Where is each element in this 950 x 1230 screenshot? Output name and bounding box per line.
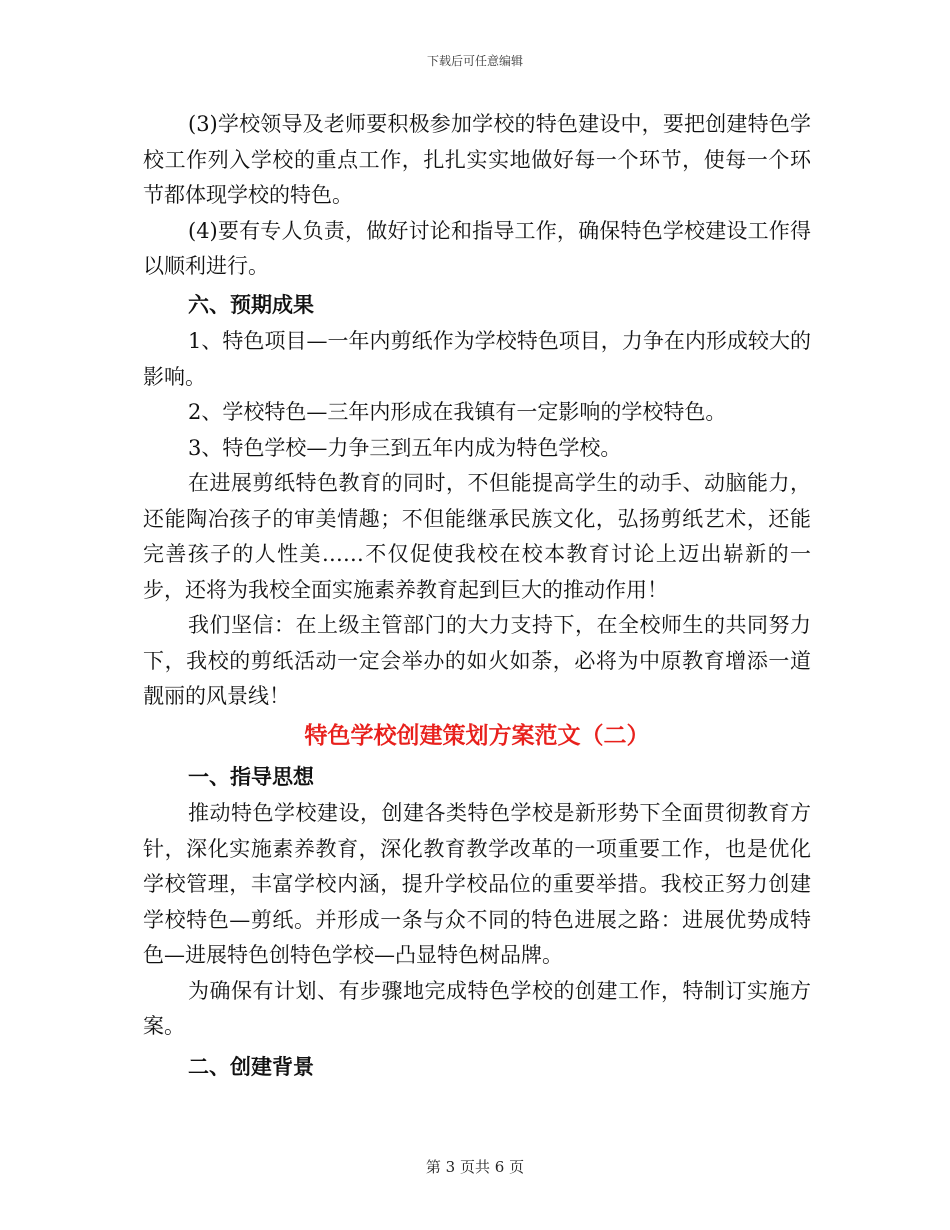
paragraph-guiding-ideology: 推动特色学校建设，创建各类特色学校是新形势下全面贯彻教育方针，深化实施素养教育，深化教育教学改革的一项重要工作，也是优化学校管理，丰富学校内涵，提升学校品位的重要举措。我校正努力创建学校特色—剪纸。并形成一条与众不同的特色进展之路：进展优势成特色—进展特色创特色学校—凸显特色树品牌。 (143, 801, 811, 967)
paragraph-benefits: 在进展剪纸特色教育的同时，不但能提高学生的动手、动脑能力，还能陶冶孩子的审美情趣；不但能继承民族文化，弘扬剪纸艺术，还能完善孩子的人性美……不仅促使我校在校本教育讨论上迈出崭新的一步，还将为我校全面实施素养教育起到巨大的推动作用！ (143, 471, 811, 602)
paragraph-result-1: 1、特色项目—一年内剪纸作为学校特色项目，力争在内形成较大的影响。 (143, 329, 811, 389)
section-title: 特色学校创建策划方案范文（二） (304, 721, 650, 749)
heading-guiding-ideology: 一、指导思想 (188, 763, 314, 789)
paragraph-conviction: 我们坚信：在上级主管部门的大力支持下，在全校师生的共同努力下，我校的剪纸活动一定会举办的如火如荼，必将为中原教育增添一道靓丽的风景线！ (143, 613, 811, 708)
heading-expected-results: 六、预期成果 (188, 291, 314, 317)
paragraph-item-4: (4)要有专人负责，做好讨论和指导工作，确保特色学校建设工作得以顺利进行。 (143, 218, 811, 278)
heading-background: 二、创建背景 (188, 1053, 314, 1079)
paragraph-result-2: 2、学校特色—三年内形成在我镇有一定影响的学校特色。 (188, 400, 727, 424)
paragraph-result-3: 3、特色学校—力争三到五年内成为特色学校。 (188, 435, 622, 460)
paragraph-plan-purpose: 为确保有计划、有步骤地完成特色学校的创建工作，特制订实施方案。 (143, 978, 811, 1038)
document-body (143, 107, 811, 1086)
page-footer: 第 3 页共 6 页 (425, 1158, 525, 1176)
paragraph-item-3: (3)学校领导及老师要积极参加学校的特色建设中，要把创建特色学校工作列入学校的重点工作，扎扎实实地做好每一个环节，使每一个环节都体现学校的特色。 (143, 112, 811, 207)
page-header-note: 下载后可任意编辑 (426, 54, 523, 68)
